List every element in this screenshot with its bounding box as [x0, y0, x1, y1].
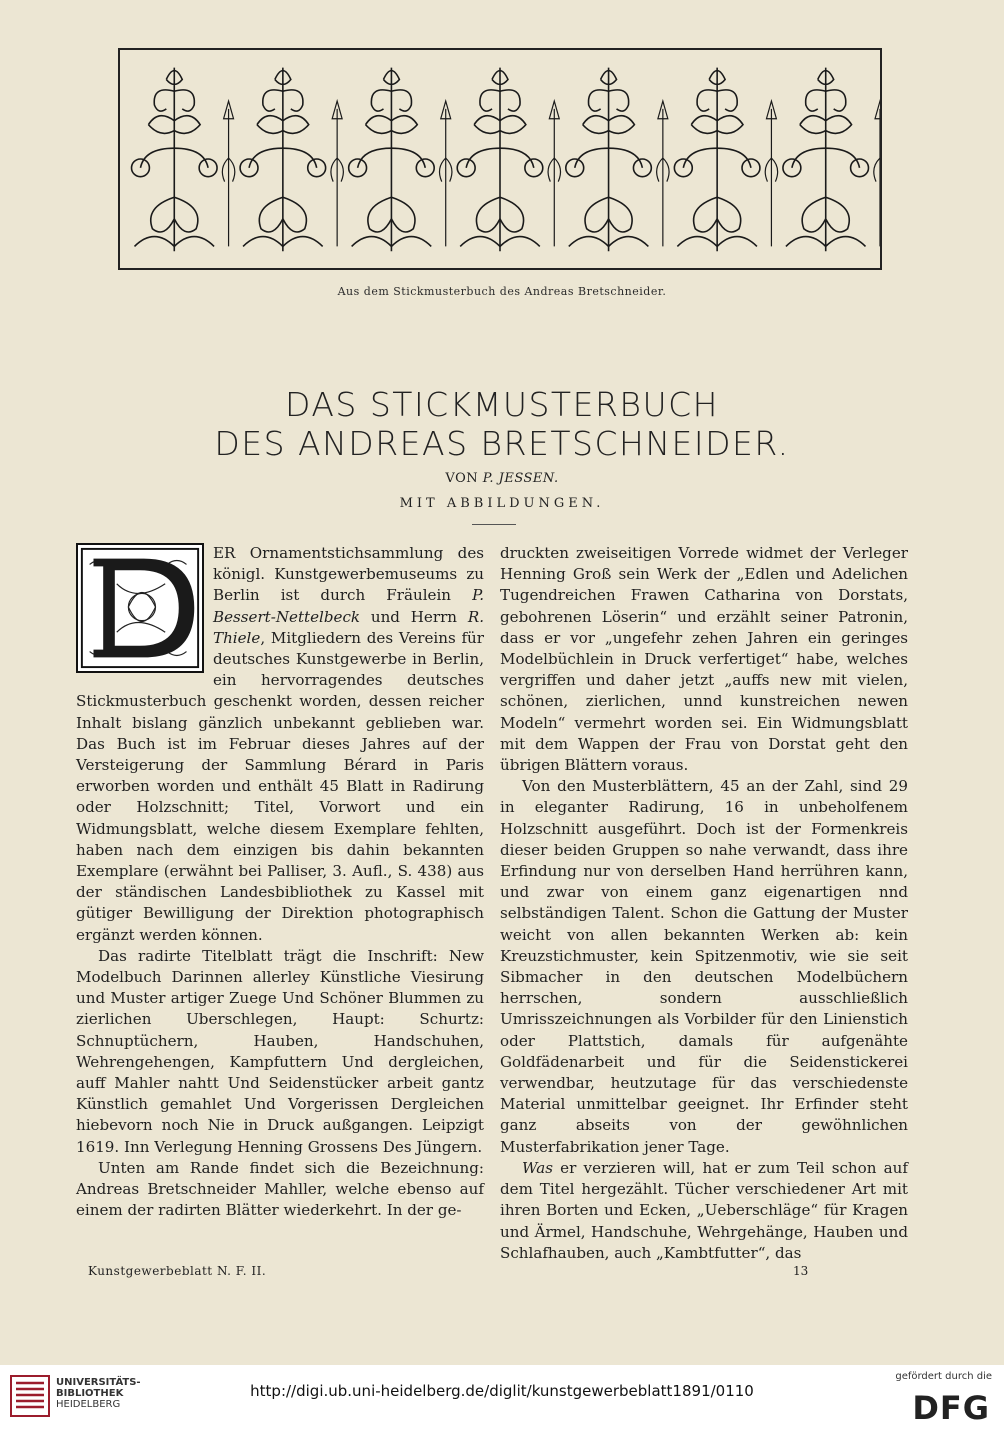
text-column-left	[76, 543, 484, 1222]
ornament-border-illustration	[118, 48, 882, 270]
library-line-3: HEIDELBERG	[56, 1399, 121, 1410]
library-line-2: BIBLIOTHEK	[56, 1388, 124, 1399]
drop-cap-d-illustration	[76, 543, 204, 673]
funding-note: gefördert durch die	[895, 1371, 992, 1382]
article-byline	[0, 471, 1004, 486]
article-title-line1: DAS STICKMUSTERBUCH	[285, 385, 719, 424]
para1-text-c: , Mitgliedern des Vereins für deutsches Kunstgewerbe in Berlin, ein hervorragendes deutsches Stickmusterbuch geschenkt worden, dessen reicher Inhalt bislang gänzlich unbekannt geblieben war. Das Buch ist im Februar dieses Jahres auf der Versteigerung der Sammlung Bérard in Paris erworben worden und enthält 45 Blatt in Radirung oder Holzschnitt; Titel, Vorwort und ein Widmungsblatt, welche diesem Exemplare fehlten, haben nach dem einzigen bis dahin bekannten Exemplare (erwähnt bei Palliser, 3. Aufl., S. 438) aus der ständischen Landesbibliothek zu Kassel mit gütiger Bewilligung der Direktion photographisch ergänzt werden können.	[76, 628, 484, 944]
digitization-bar	[0, 1365, 1004, 1430]
ornament-pattern	[120, 50, 880, 268]
para1-name-2: R. Thiele	[213, 607, 484, 647]
paragraph-3: Unten am Rande findet sich die Bezeichnung: Andreas Bretschneider Mahller, welche ebenso auf einem der radirten Blätter wiederkehrt. In der ge-	[76, 1158, 484, 1220]
drop-cap-letter-d-icon	[78, 545, 202, 671]
para1-name-1: P. Bessert-Nettelbeck	[213, 586, 484, 626]
title-divider	[472, 524, 516, 525]
text-column-right	[500, 543, 908, 1264]
library-line-1: UNIVERSITÄTS-	[56, 1377, 141, 1388]
dfg-logo: DFG	[912, 1389, 990, 1427]
journal-footer: Kunstgewerbeblatt N. F. II.	[88, 1264, 267, 1278]
page-number: 13	[793, 1264, 809, 1278]
permalink-url[interactable]: http://digi.ub.uni-heidelberg.de/diglit/kunstgewerbeblatt1891/0110	[250, 1382, 754, 1400]
paragraph-5: Von den Musterblättern, 45 an der Zahl, sind 29 in eleganter Radirung, 16 in unbeholfenem Holzschnitt ausgeführt. Doch ist der Formenkreis dieser beiden Gruppen so nahe verwandt, dass ihre Erfindung nur von derselben Hand herrühren kann, und zwar von einem ganz eigenartigen nnd selbständigen Talent. Schon die Gattung der Muster weicht von allen bekannten Werken ab: kein Kreuzstichmuster, kein Spitzenmotiv, wie sie seit Sibmacher in den deutschen Modelbüchern herrschen, sondern ausschließlich Umrisszeichnungen als Vorbilder für den Linienstich oder Plattstich, damals für aufgenähte Goldfädenarbeit und für die Seidenstickerei verwendbar, heutzutage für das verschiedenste Material unmittelbar geeignet. Ihr Erfinder steht ganz abseits von der gewöhnlichen Musterfabrikation jener Tage.	[500, 777, 908, 1156]
para6-emphasis: Was	[522, 1158, 553, 1177]
article-title-line2: DES ANDREAS BRETSCHNEIDER.	[214, 424, 790, 463]
byline-prefix: VON	[445, 471, 483, 486]
para6-text: er verzieren will, hat er zum Teil schon auf dem Titel hergezählt. Tücher verschiedener Art mit ihren Borten und Ecken, „Ueberschläge“ für Kragen und Ärmel, Handschuhe, Wehrgehänge, Hauben und Schlafhauben, auch „Kambtfutter“, das	[500, 1158, 908, 1262]
illustration-caption: Aus dem Stickmusterbuch des Andreas Bretschneider.	[337, 285, 667, 298]
para1-text-a: ER Ornamentstichsammlung des königl. Kunstgewerbemuseums zu Berlin ist durch Fräulein	[213, 544, 484, 605]
paragraph-4: druckten zweiseitigen Vorrede widmet der Verleger Henning Groß sein Werk der „Edlen und Adelichen Tugendreichen Frawen Catharina von Dorstats, gebohrenen Löserin“ und erzählt seiner Patronin, dass er vor „ungefehr zehen Jahren ein geringes Modelbüchlein in Druck verfertiget“ habe, welches vergriffen und daher jetzt „auffs new mit vielen, schönen, zierlichen, unnd kunstreichen newen Modeln“ vermehrt worden sei. Ein Widmungsblatt mit dem Wappen der Frau von Dorstat geht den übrigen Blättern voraus.	[500, 544, 908, 775]
paragraph-2: Das radirte Titelblatt trägt die Inschrift: New Modelbuch Darinnen allerley Künstliche Viesirung und Muster artiger Zuege Und Schöner Blummen zu zierlichen Uberschlegen, Haupt: Schurtz: Schnuptüchern, Hauben, Handschuhen, Wehrengehengen, Kampfuttern Und dergleichen, auff Mahler nahtt Und Seidenstücker arbeit gantz Künstlich gemahlet Und Vorgerissen Dergleichen hiebevorn noch Nie in Druck außgangen. Leipzigt 1619. Inn Verlegung Henning Grossens Des Jüngern.	[76, 946, 484, 1156]
byline-author: P. JESSEN.	[482, 471, 559, 486]
para1-text-b: und Herrn	[360, 607, 468, 626]
paragraph-6	[500, 1158, 908, 1264]
illustrations-note: MIT ABBILDUNGEN.	[399, 496, 605, 511]
